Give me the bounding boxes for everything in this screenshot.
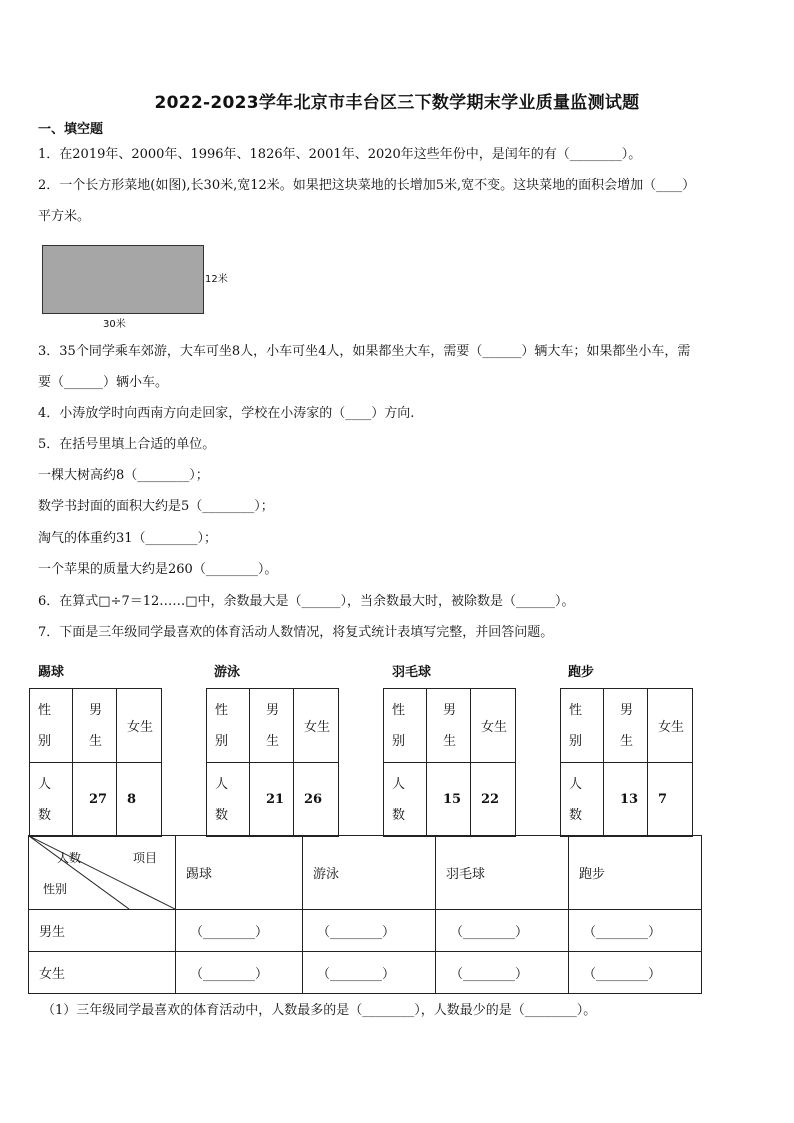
girls-header: 女生 <box>117 689 162 763</box>
question-2-line-1: 2．一个长方形菜地(如图),长30米,宽12米。如果把这块菜地的长增加5米,宽不变。这块菜地的面积会增加（____） <box>38 178 696 193</box>
blank-cell[interactable]: （________） <box>176 910 303 952</box>
girls-header: 女生 <box>294 689 339 763</box>
count-label: 人 数 <box>384 763 427 837</box>
badminton-table <box>383 688 516 837</box>
gender-header: 性 别 <box>207 689 250 763</box>
boys-count: 21 <box>250 763 294 837</box>
question-5: 5．在括号里填上合适的单位。 <box>38 437 216 452</box>
header-badminton: 羽毛球 <box>436 836 569 910</box>
blank-cell[interactable]: （________） <box>176 952 303 994</box>
gender-header: 性 别 <box>561 689 604 763</box>
boys-header: 男 生 <box>604 689 648 763</box>
swimming-table <box>206 688 339 837</box>
diag-label-item: 项目 <box>133 851 158 865</box>
question-5-c: 淘气的体重约31（________）； <box>38 531 218 546</box>
question-3-line-1: 3．35个同学乘车郊游，大车可坐8人，小车可坐4人，如果都坐大车，需要（______）辆大车；如果都坐小车，需 <box>38 344 691 359</box>
question-5-d: 一个苹果的质量大约是260（________）。 <box>38 562 278 577</box>
sport-name-soccer: 踢球 <box>38 665 65 680</box>
boys-header: 男 生 <box>427 689 471 763</box>
question-1: 1．在2019年、2000年、1996年、1826年、2001年、2020年这些年份中，是闰年的有（________）。 <box>38 147 642 162</box>
boys-header: 男 生 <box>250 689 294 763</box>
boys-count: 27 <box>73 763 117 837</box>
count-label: 人 数 <box>30 763 73 837</box>
question-7-1: （1）三年级同学最喜欢的体育活动中，人数最多的是（________），人数最少的是（________）。 <box>42 1003 597 1018</box>
diagonal-header-cell <box>29 836 176 910</box>
header-running: 跑步 <box>569 836 702 910</box>
diag-label-count: 人数 <box>57 851 82 865</box>
row-label-boys: 男生 <box>29 910 176 952</box>
count-label: 人 数 <box>561 763 604 837</box>
row-label-girls: 女生 <box>29 952 176 994</box>
garden-rectangle-figure <box>42 245 204 314</box>
blank-cell[interactable]: （________） <box>303 910 436 952</box>
running-table <box>560 688 693 837</box>
compound-statistics-table <box>28 835 702 994</box>
figure-height-label: 12米 <box>205 274 228 285</box>
question-7: 7．下面是三年级同学最喜欢的体育活动人数情况，将复式统计表填写完整，并回答问题。 <box>38 625 554 640</box>
figure-width-label: 30米 <box>103 319 126 330</box>
question-4: 4．小涛放学时向西南方向走回家，学校在小涛家的（____）方向. <box>38 406 415 421</box>
boys-count: 15 <box>427 763 471 837</box>
blank-cell[interactable]: （________） <box>569 910 702 952</box>
sport-name-swimming: 游泳 <box>214 665 241 680</box>
header-soccer: 踢球 <box>176 836 303 910</box>
blank-cell[interactable]: （________） <box>436 952 569 994</box>
section-heading: 一、填空题 <box>38 122 104 137</box>
question-2-line-2: 平方米。 <box>38 209 91 224</box>
girls-count: 26 <box>294 763 339 837</box>
girls-count: 8 <box>117 763 162 837</box>
question-6: 6．在算式□÷7＝12……□中，余数最大是（______），当余数最大时，被除数是（______）。 <box>38 594 575 609</box>
diagonal-lines <box>29 836 175 909</box>
girls-count: 7 <box>648 763 693 837</box>
question-5-b: 数学书封面的面积大约是5（________）； <box>38 499 274 514</box>
gender-header: 性 别 <box>384 689 427 763</box>
question-3-line-2: 要（______）辆小车。 <box>38 375 169 390</box>
gender-header: 性 别 <box>30 689 73 763</box>
girls-header: 女生 <box>648 689 693 763</box>
blank-cell[interactable]: （________） <box>569 952 702 994</box>
sport-name-running: 跑步 <box>568 665 595 680</box>
sport-name-badminton: 羽毛球 <box>392 665 432 680</box>
count-label: 人 数 <box>207 763 250 837</box>
page-title: 2022-2023学年北京市丰台区三下数学期末学业质量监测试题 <box>154 93 640 113</box>
blank-cell[interactable]: （________） <box>436 910 569 952</box>
boys-header: 男 生 <box>73 689 117 763</box>
diag-label-gender: 性别 <box>43 882 68 896</box>
blank-cell[interactable]: （________） <box>303 952 436 994</box>
girls-count: 22 <box>471 763 516 837</box>
soccer-table <box>29 688 162 837</box>
boys-count: 13 <box>604 763 648 837</box>
header-swimming: 游泳 <box>303 836 436 910</box>
question-5-a: 一棵大树高约8（________）； <box>38 468 209 483</box>
girls-header: 女生 <box>471 689 516 763</box>
